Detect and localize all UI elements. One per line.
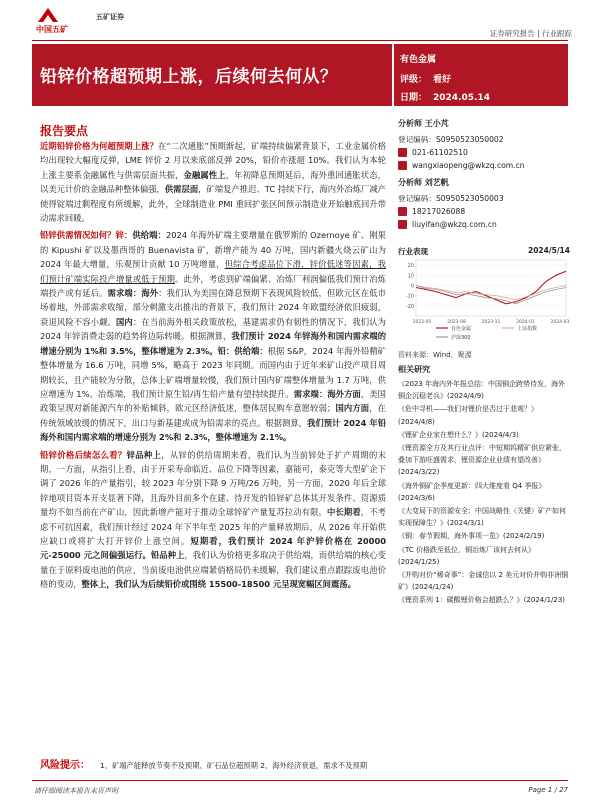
related-item[interactable]: 《大变局下的资源安全：中国战略性（关键）矿产如何实现保障生？》(2024/3/1)	[398, 507, 566, 528]
analyst-cert	[398, 192, 570, 204]
logo-subtitle: 五矿证券	[96, 13, 124, 21]
related-item[interactable]: 《TC 价格跌至低位，铜冶炼厂该何去何从》(2024/1/25)	[398, 545, 535, 566]
paragraph-bold: 供需层面	[164, 184, 199, 195]
phone-text: 18217026088	[412, 206, 466, 216]
paragraph-bold: 中长期看	[327, 507, 361, 518]
paragraph-text: ，年初降息预期延后，海外重回通胀状态，以美元计价的金融品种整体偏强，	[40, 169, 386, 195]
email-text[interactable]: liuyifan@wkzq.com.cn	[412, 219, 497, 229]
email-icon	[398, 161, 407, 170]
page-header	[0, 0, 600, 40]
email-icon	[398, 220, 407, 229]
cert-text: 登记编码：S0950523050002	[398, 134, 504, 144]
main-body	[40, 139, 386, 595]
paragraph-text: 在“二次通胀”预期渐起，矿端持续偏紧背景下，工业金属价格均出现较大幅度反弹，LME 锌价 2 月以来底部反弹 20%，铅价亦涨超 10%。我们认为本轮上涨主要系金融属性与供需层面共振，	[40, 141, 386, 180]
report-type: 证券研究报告 | 行业跟踪	[489, 29, 572, 38]
series-line-2	[416, 286, 566, 304]
cert-text: 登记编码：S0950523050003	[398, 193, 504, 203]
legend-label: 上证指数	[517, 326, 538, 332]
paragraph-lead: 铅锌供需情况如何？锌：	[40, 230, 133, 241]
risk-label: 风险提示：	[40, 760, 90, 771]
related-list	[398, 378, 570, 608]
paragraph-bold: 铅：供给端：	[217, 345, 268, 356]
rating-row	[400, 72, 451, 85]
series-line-0	[416, 271, 566, 304]
x-tick-label: 2023-08	[447, 320, 466, 325]
related-title: 相关研究	[398, 365, 430, 374]
phone-icon	[398, 207, 407, 216]
paragraph-text: ，矿端复产推迟、TC 持续下行，海内外冶炼厂减产使得锭端过剩程度有所缓解，此外，全球制造业 PMI 重回扩张区间预示制造业开始触底回升带动需求回暖。	[40, 184, 386, 224]
rating-value: 看好	[433, 75, 452, 85]
analyst-phone	[398, 146, 570, 158]
chart-svg	[398, 256, 570, 346]
paragraph-1	[40, 139, 386, 225]
risk-text: 1、矿端产能释放节奏不及预期、矿石品位超预期 2、海外经济衰退，需求不及预期	[100, 761, 367, 770]
paragraph-lead: 近期铅锌价格为何超预期上涨？	[40, 141, 159, 151]
footer-disclaimer: 请仔细阅读本报告末页声明	[34, 787, 118, 795]
footer-divider	[32, 780, 568, 781]
paragraph-bold: 需求端：海外	[107, 288, 159, 299]
risk-line	[40, 756, 570, 771]
page-number: Page 1 / 27	[528, 786, 568, 794]
industry-performance-chart	[398, 246, 570, 346]
x-tick-label: 2024-01	[516, 320, 535, 325]
x-tick-label: 2023-05	[412, 320, 432, 325]
plot-frame	[416, 260, 566, 316]
paragraph-2	[40, 228, 386, 444]
rating-label: 评级：	[400, 75, 428, 85]
date-value: 2024.05.14	[433, 93, 490, 103]
x-tick-label: 2024-03	[550, 320, 570, 325]
paragraph-text: ，不考虑不可抗因素，我们预计经过 2024 年下半年至 2025 年的产量释放期后，从 2026 年开始供应缺口或将扩大打开锌价上涨空间。	[40, 507, 386, 546]
paragraph-text: ：我们认为美国在降息预期下表现风险较低，但欧元区在低市场着地，外部需求收缩，部分刺激支出推出的背景下，我们预计 2024 年欧盟经济依旧疲弱，衰退风险不容小觑。	[40, 288, 386, 327]
related-item[interactable]: 《危中寻机——我们对锂价是否过于悲观？》(2024/4/8)	[398, 405, 538, 426]
paragraph-text: ，美国政策呈现对新能源汽车的补贴倾斜，欧元区经济低迷，整体居民购车意愿较弱；	[40, 388, 386, 414]
y-tick-label: -20	[405, 303, 414, 310]
analyst-email[interactable]	[398, 159, 570, 171]
date-row	[400, 90, 490, 103]
analyst-sidebar	[398, 112, 570, 231]
paragraph-lead: 铅锌价格后续怎么看？	[40, 449, 127, 460]
paragraph-text: 根据 S&P，2024 年海外铅精矿整体增量为 16.6 万吨，同增 5%，略高于 2023 年同期。而国内由于近年来矿山投产项目周期较长，且产能较为分散，总体上矿端增量较慢，我们预计国内矿端整体增量为 1.7 万吨，供应增速为 1%。冶炼端，我们预计原生铅/再生铅产量有望持续提升。	[40, 345, 386, 399]
chart-date: 2024/5/14	[527, 246, 570, 255]
paragraph-bold: 锌品种上	[126, 449, 162, 460]
related-item[interactable]: 《2023 年海内外年报总结：中国铜企跨势待发，海外铜企沉稳老兵》(2024/4/9)	[398, 380, 566, 401]
paragraph-bold: 整体上，我们认为后续铅价或围绕 15500-18500 元呈现宽幅区间震荡。	[81, 579, 356, 590]
analyst-email[interactable]	[398, 218, 570, 230]
paragraph-bold: 我们预计 2024 年锌海外和国内需求端的增速分别为 1%和 3.5%，整体增速为 2.3%。	[40, 331, 386, 356]
related-item[interactable]: 《锂矿企业家在想什么？》(2024/4/3)	[398, 430, 519, 439]
company-logo-icon	[36, 6, 60, 24]
analyst-phone	[398, 205, 570, 217]
paragraph-underline: 但综合考虑品位下滑，锌价低迷等因素，我们预计矿端实际投产增量或低于预期	[40, 259, 386, 284]
paragraph-text: ，在传统领域放缓的情况下，出口与新基建或成为铅需求的亮点。根据测算，	[40, 403, 386, 428]
legend-label: 有色金属	[451, 326, 472, 332]
chart-source: 资料来源：Wind，聚源	[398, 351, 472, 359]
chart-header	[398, 246, 570, 256]
paragraph-bold: 需求端：海外方面	[293, 388, 361, 399]
chart-title: 行业表现	[398, 247, 428, 256]
paragraph-text: ，从锌的供给周期来看，我们认为当前锌处于扩产周期的末期，一方面，从指引上看，由于开采寿命临近、品位下降等因素，嘉能可，泰克等大型矿企下调了 2026 年的产量指引，较 2023 年分别下降 9 万吨/26 万吨，另一方面，2020 年后全球锌地项目资本开支显著下降，且海外目前多个在建、待开发的铅锌矿总体其开发条件、资源质量均不如当前在产矿山，因此新增产能对于推动全球锌矿产量复苏拉动有限。	[40, 449, 386, 518]
header-divider	[32, 40, 568, 41]
related-item[interactable]: 《锂资系列 1：碳酸锂价格会超跌么？》(2024/1/23)	[398, 596, 566, 605]
analyst-name: 分析师 王小芃	[398, 119, 449, 128]
related-item[interactable]: 《锂资源全方及其行业点评：中短期钨精矿供应紧张，叠加下游旺盛需求，锂资源企业业绩有望改善》(2024/3/22)	[398, 444, 566, 477]
y-tick-label: 20	[407, 263, 414, 270]
analyst-name: 分析师 刘艺帆	[398, 178, 449, 187]
paragraph-3	[40, 448, 386, 592]
paragraph-bold: 金融属性上	[183, 169, 226, 180]
report-title: 铅锌价格超预期上涨，后续何去何从？	[40, 67, 338, 87]
analyst-cert	[398, 133, 570, 145]
y-tick-label: -10	[405, 293, 414, 300]
paragraph-bold: 供给端：	[132, 230, 166, 241]
x-tick-label: 2023-11	[481, 320, 501, 325]
paragraph-text: ，我们认为价格更多取决于供给端，而供给端的核心变量在于原料废电池的供应，当前废电池供应端紧俏格局仍未缓解，我们建议重点跟踪废电池价格的变动，	[40, 550, 386, 590]
logo-name: 中国五矿	[36, 25, 68, 34]
paragraph-bold: 国内方面	[335, 403, 370, 414]
y-tick-label: 10	[407, 273, 414, 280]
industry-label: 有色金属	[400, 55, 437, 65]
paragraph-bold: 短期看，我们预计 2024 年沪锌价格在 20000 元-25000 元之间偏强运行。铅品种上	[40, 535, 386, 561]
paragraph-bold: 我们预计 2024 年铅海外和国内需求端的增速分别为 2%和 2.3%，整体增速为 2.1%。	[40, 417, 386, 443]
phone-text: 021-61102510	[412, 147, 468, 157]
paragraph-text: 2024 年海外矿端主要增量在俄罗斯的 Ozernoye 矿、刚果的 Kipushi 矿以及墨西哥的 Buenavista 矿，新增产能为 40 万吨，国内新疆火烧云矿山为 2024 年最大增量，乐观预计贡献 10 万吨增量，	[40, 230, 386, 270]
related-item[interactable]: 《并购对价“稀奇事”：金诚信以 2 美元对价并购非洲铜矿》(2024/1/24)	[398, 571, 569, 592]
date-label: 日期：	[400, 93, 428, 103]
meta-band	[394, 44, 568, 106]
paragraph-text: 。此外，考虑到矿端偏紧、冶炼厂利润偏低我们预计冶炼端投产或有延后。	[40, 273, 386, 299]
legend-label: 沪深300	[451, 335, 471, 341]
y-tick-label: 0	[410, 283, 414, 290]
title-band	[32, 44, 392, 106]
paragraph-text: ：在当前海外相关政策放松，基建需求仍有韧性的情况下，我们认为 2024 年锌消费走弱的趋势将边际转暖。根据测算，	[40, 316, 386, 342]
section-title: 报告要点	[40, 124, 89, 138]
paragraph-bold: 国内	[115, 316, 133, 327]
email-text[interactable]: wangxiaopeng@wkzq.com.cn	[412, 160, 525, 170]
phone-icon	[398, 148, 407, 157]
related-item[interactable]: 《铜：春节假期，海外事项一览》(2024/2/19)	[398, 532, 545, 541]
related-item[interactable]: 《海外铜矿企季度更新：四大维度看 Q4 季报》(2024/3/6)	[398, 481, 546, 502]
